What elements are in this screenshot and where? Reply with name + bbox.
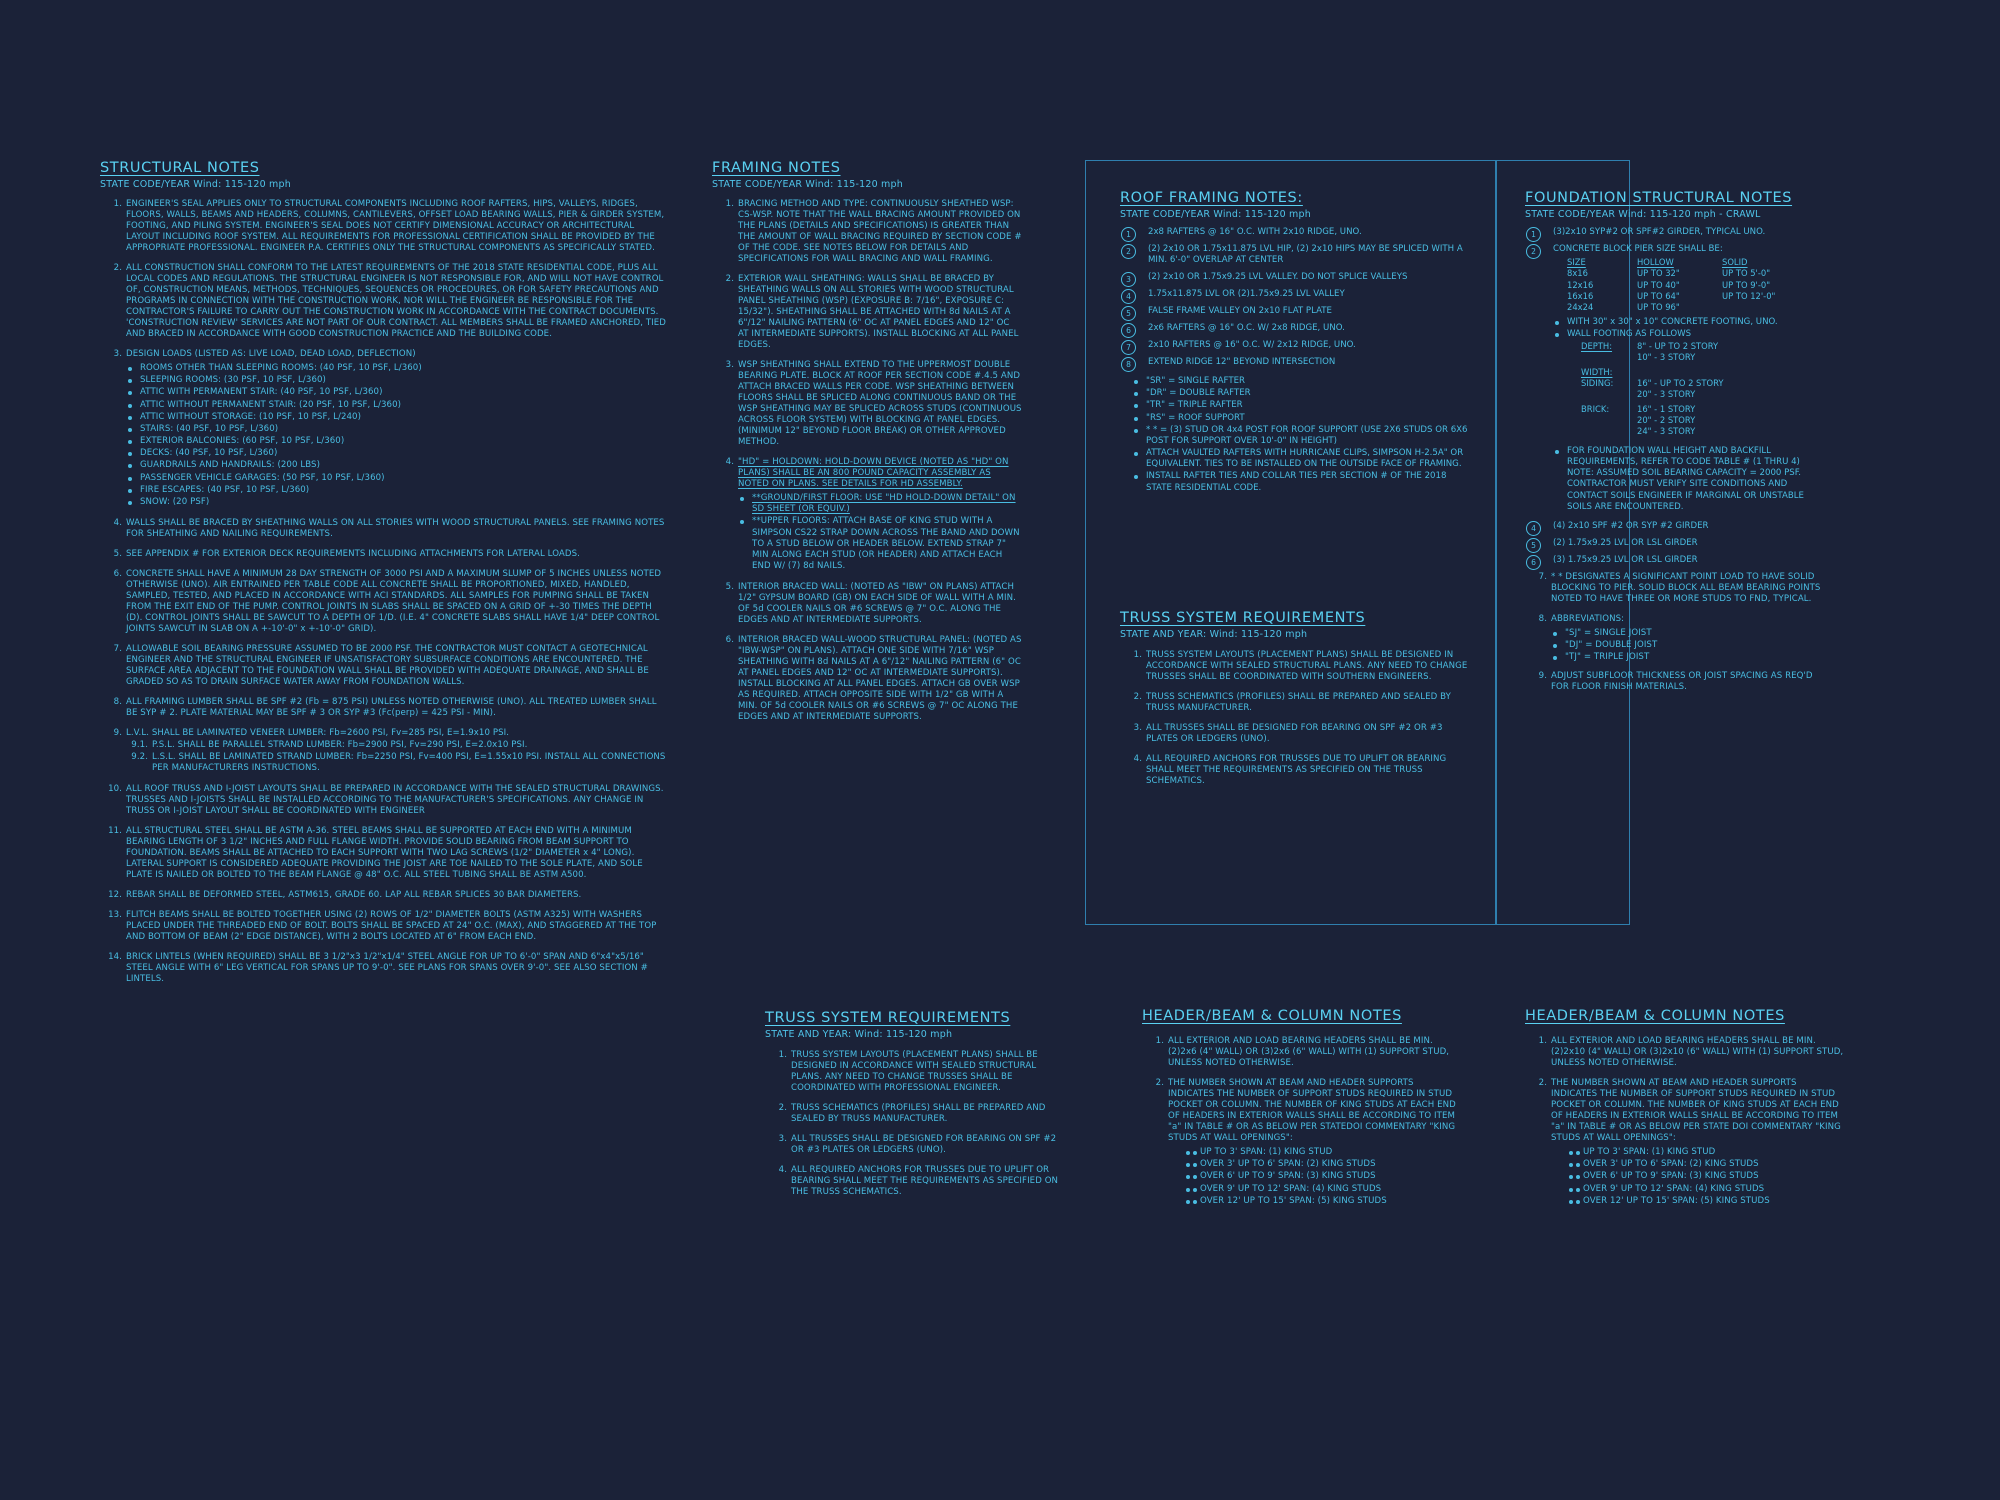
- king-stud-item: OVER 6' UP TO 9' SPAN: (3) KING STUDS: [1569, 1171, 1845, 1182]
- design-load: FIRE ESCAPES: (40 PSF, 10 PSF, L/360): [126, 485, 670, 496]
- note-item-holdown: 4. "HD" = HOLDOWN: HOLD-DOWN DEVICE (NOTED AS "HD" ON PLANS) SHALL BE AN 800 POUND CAPACITY ASSEMBLY AS NOTED ON PLANS. SEE DETAILS FOR HD ASSEMBLY. **GROUND/FIRST FLOOR: USE "HD HOLD-DOWN DETAIL" ON SD SHEET (OR EQUIV.) **UPPER FLOORS: ATTACH BASE OF KING STUD WITH A SIMPSON CS22 STRAP DOWN ACROSS THE BAND AND DOWN TO A STUD BELOW OR HEADER BELOW. EXTEND STRAP 7" MIN ALONG EACH STUD (OR HEADER) AND ATTACH EACH END W/ (7) 8d NAILS.: [712, 457, 1022, 572]
- foundation-note-pier: 2 CONCRETE BLOCK PIER SIZE SHALL BE: SIZE HOLLOW SOLID 8x16 UP TO 32" UP TO 5'-0" 12x16 UP TO 40" UP TO 9'-0" 16x16 UP TO 64" UP TO 12'-0" 24x24 UP TO 96" WITH 30" x 30" x 10" CONCRETE FOOTING, UNO. WALL FOOTING AS FOLLOWS DEPTH: 8" - UP TO 2 STORY 10" - 3 STORY WIDTH: SIDING: 16" - UP TO 2 STORY 20" - 3 STORY BRICK: 16" - 1 STORY 20" - 2 STORY 24" - 3 STORY FOR FOUNDATION WALL HEIGHT AND BACKFILL REQUIREMENTS, REFER TO CODE TABLE # (1 THRU 4) NOTE: ASSUMED SOIL BEARING CAPACITY = 2000 PSF. CONTRACTOR MUST VERIFY SITE CONDITIONS AND CONTACT SOILS ENGINEER IF MARGINAL OR UNSTABLE SOILS ARE ENCOUNTERED.: [1525, 244, 1825, 513]
- header-beam-title-2: HEADER/BEAM & COLUMN NOTES: [1525, 1008, 1785, 1024]
- header-beam-column-notes-2: [1525, 1008, 1845, 1216]
- header-beam-title-1: HEADER/BEAM & COLUMN NOTES: [1142, 1008, 1402, 1024]
- roof-legend: "DR" = DOUBLE RAFTER: [1132, 388, 1475, 399]
- framing-notes-title: FRAMING NOTES: [712, 160, 841, 176]
- design-load: ATTIC WITHOUT PERMANENT STAIR: (20 PSF, 10 PSF, L/360): [126, 400, 670, 411]
- truss-box-list: [1120, 650, 1470, 787]
- wall-footing-title: WALL FOOTING AS FOLLOWS: [1553, 329, 1825, 340]
- king-stud-item: OVER 6' UP TO 9' SPAN: (3) KING STUDS: [1186, 1171, 1462, 1182]
- note-item: 9. L.V.L. SHALL BE LAMINATED VENEER LUMBER: Fb=2600 PSI, Fv=285 PSI, E=1.9x10 PSI.: [113, 728, 510, 739]
- design-load: EXTERIOR BALCONIES: (60 PSF, 10 PSF, L/360): [126, 436, 670, 447]
- holdown-sub-item: **GROUND/FIRST FLOOR: USE "HD HOLD-DOWN DETAIL" ON SD SHEET (OR EQUIV.): [738, 493, 1022, 515]
- abbreviation: "SJ" = SINGLE JOIST: [1551, 628, 1825, 639]
- foundation-notes-list: [1525, 227, 1825, 566]
- roof-note: 8 EXTEND RIDGE 12" BEYOND INTERSECTION: [1120, 357, 1475, 368]
- foundation-tail-list: [1525, 572, 1825, 694]
- structural-notes-list: [100, 199, 670, 985]
- foundation-note: 1 (3)2x10 SYP#2 OR SPF#2 GIRDER, TYPICAL UNO.: [1525, 227, 1825, 238]
- king-stud-list-2: [1551, 1147, 1845, 1207]
- holdown-sub-item: **UPPER FLOORS: ATTACH BASE OF KING STUD WITH A SIMPSON CS22 STRAP DOWN ACROSS THE BAND AND DOWN TO A STUD BELOW OR HEADER BELOW. EXTEND STRAP 7" MIN ALONG EACH STUD (OR HEADER) AND ATTACH EACH END W/ (7) 8d NAILS.: [738, 516, 1022, 572]
- foundation-tail-note: 7. * * DESIGNATES A SIGNIFICANT POINT LOAD TO HAVE SOLID BLOCKING TO PIER. SOLID BLOCK ALL BEAM BEARING POINTS NOTED TO HAVE THREE OR MORE STUDS TO FND, TYPICAL.: [1538, 571, 1821, 604]
- king-stud-item: OVER 9' UP TO 12' SPAN: (4) KING STUDS: [1569, 1184, 1845, 1195]
- truss-note: 4. ALL REQUIRED ANCHORS FOR TRUSSES DUE TO UPLIFT OR BEARING SHALL MEET THE REQUIREMENTS AS SPECIFIED ON THE TRUSS SCHEMATICS.: [1133, 754, 1447, 786]
- roof-note: 5 FALSE FRAME VALLEY ON 2x10 FLAT PLATE: [1120, 306, 1475, 317]
- foundation-wall-bullet-list: [1553, 446, 1825, 513]
- note-item: 8. ALL FRAMING LUMBER SHALL BE SPF #2 (Fb = 875 PSI) UNLESS NOTED OTHERWISE (UNO). ALL TREATED LUMBER SHALL BE SYP # 2. PLATE MATERIAL MAY BE SPF # 3 OR SYP #3 (Fc(perp) = 425 PSI - MIN).: [113, 697, 657, 719]
- roof-legend-list: [1120, 376, 1475, 494]
- king-stud-item: OVER 12' UP TO 15' SPAN: (5) KING STUDS: [1186, 1196, 1462, 1207]
- header-beam-note: 2. THE NUMBER SHOWN AT BEAM AND HEADER SUPPORTS INDICATES THE NUMBER OF SUPPORT STUDS REQUIRED IN STUD POCKET OR COLUMN. THE NUMBER OF KING STUDS AT EACH END OF HEADERS IN EXTERIOR WALLS SHALL BE ACCORDING TO ITEM "a" IN TABLE # OR AS BELOW PER STATE DOI COMMENTARY "KING STUDS AT WALL OPENINGS": UP TO 3' SPAN: (1) KING STUD OVER 3' UP TO 6' SPAN: (2) KING STUDS OVER 6' UP TO 9' SPAN: (3) KING STUDS OVER 9' UP TO 12' SPAN: (4) KING STUDS OVER 12' UP TO 15' SPAN: (5) KING STUDS: [1525, 1078, 1845, 1207]
- roof-legend: * * = (3) STUD OR 4x4 POST FOR ROOF SUPPORT (USE 2X6 STUDS OR 6X6 POST FOR SUPPORT OVER 10'-0" IN HEIGHT): [1132, 425, 1475, 447]
- box-divider: [1495, 161, 1497, 924]
- roof-note: 7 2x10 RAFTERS @ 16" O.C. W/ 2x12 RIDGE, UNO.: [1120, 340, 1475, 351]
- holdown-sub-list: [738, 493, 1022, 572]
- note-item: 5. SEE APPENDIX # FOR EXTERIOR DECK REQUIREMENTS INCLUDING ATTACHMENTS FOR LATERAL LOADS.: [113, 549, 580, 560]
- roof-note: 6 2x6 RAFTERS @ 16" O.C. W/ 2x8 RIDGE, UNO.: [1120, 323, 1475, 334]
- roof-framing-notes-block: [1120, 190, 1475, 495]
- roof-note: 3 (2) 2x10 OR 1.75x9.25 LVL VALLEY. DO NOT SPLICE VALLEYS: [1120, 272, 1475, 283]
- note-item: 10. ALL ROOF TRUSS AND I-JOIST LAYOUTS SHALL BE PREPARED IN ACCORDANCE WITH THE SEALED STRUCTURAL DRAWINGS. TRUSSES AND I-JOISTS SHALL BE INSTALLED ACCORDING TO THE MANUFACTURER'S SPECIFICATIONS. ANY CHANGE IN TRUSS OR I-JOIST LAYOUT SHALL BE COORDINATED WITH ENGINEER: [108, 784, 664, 817]
- king-stud-item: OVER 9' UP TO 12' SPAN: (4) KING STUDS: [1186, 1184, 1462, 1195]
- pier-table-row: 24x24 UP TO 96": [1567, 302, 1680, 313]
- note-item-design-loads: 3. DESIGN LOADS (LISTED AS: LIVE LOAD, DEAD LOAD, DEFLECTION) ROOMS OTHER THAN SLEEPING ROOMS: (40 PSF, 10 PSF, L/360) SLEEPING ROOMS: (30 PSF, 10 PSF, L/360) ATTIC WITH PERMANENT STAIR: (40 PSF, 10 PSF, L/360) ATTIC WITHOUT PERMANENT STAIR: (20 PSF, 10 PSF, L/360) ATTIC WITHOUT STORAGE: (10 PSF, 10 PSF, L/240) STAIRS: (40 PSF, 10 PSF, L/360) EXTERIOR BALCONIES: (60 PSF, 10 PSF, L/360) DECKS: (40 PSF, 10 PSF, L/360) GUARDRAILS AND HANDRAILS: (200 LBS) PASSENGER VEHICLE GARAGES: (50 PSF, 10 PSF, L/360) FIRE ESCAPES: (40 PSF, 10 PSF, L/360) SNOW: (20 PSF): [100, 349, 670, 508]
- king-stud-item: UP TO 3' SPAN: (1) KING STUD: [1569, 1147, 1845, 1158]
- wall-footing-groups: [1581, 341, 1825, 438]
- design-load: GUARDRAILS AND HANDRAILS: (200 LBS): [126, 460, 670, 471]
- note-item: 7. ALLOWABLE SOIL BEARING PRESSURE ASSUMED TO BE 2000 PSF. THE CONTRACTOR MUST CONTACT A GEOTECHNICAL ENGINEER AND THE STRUCTURAL ENGINEER IF UNSATISFACTORY SUBSURFACE CONDITIONS ARE ENCOUNTERED. THE SURFACE AREA ADJACENT TO THE FOUNDATION WALL SHALL BE PROVIDED WITH ADEQUATE DRAINAGE, AND SHALL BE GRADED SO AS TO DRAIN SURFACE WATER AWAY FROM FOUNDATION WALLS.: [113, 644, 649, 688]
- king-stud-item: OVER 12' UP TO 15' SPAN: (5) KING STUDS: [1569, 1196, 1845, 1207]
- foundation-notes-subtitle: STATE CODE/YEAR Wind: 115-120 mph - CRAWL: [1525, 209, 1761, 220]
- note-item: 1. ENGINEER'S SEAL APPLIES ONLY TO STRUCTURAL COMPONENTS INCLUDING ROOF RAFTERS, HIPS, VALLEYS, RIDGES, FLOORS, WALLS, BEAMS AND HEADERS, COLUMNS, CANTILEVERS, OFFSET LOAD BEARING WALLS, PIER & GIRDER SYSTEM, FOOTING, AND PILING SYSTEM. ENGINEER'S SEAL DOES NOT CERTIFY DIMENSIONAL ACCURACY OR ARCHITECTURAL LAYOUT INCLUDING ROOF SYSTEM. ALL REQUIREMENTS FOR PROFESSIONAL CERTIFICATION SHALL BE PROVIDED BY THE APPROPRIATE PROFESSIONAL. ENGINEER P.A. CERTIFIES ONLY THE STRUCTURAL COMPONENTS AS SPECIFICALLY STATED.: [113, 199, 665, 253]
- footing-depth-row: DEPTH: 8" - UP TO 2 STORY 10" - 3 STORY: [1581, 341, 1719, 363]
- truss-note: 1. TRUSS SYSTEM LAYOUTS (PLACEMENT PLANS) SHALL BE DESIGNED IN ACCORDANCE WITH SEALED STRUCTURAL PLANS. ANY NEED TO CHANGE TRUSSES SHALL BE COORDINATED WITH SOUTHERN ENGINEERS.: [1133, 650, 1468, 682]
- note-item: 6. CONCRETE SHALL HAVE A MINIMUM 28 DAY STRENGTH OF 3000 PSI AND A MAXIMUM SLUMP OF 5 INCHES UNLESS NOTED OTHERWISE (UNO). AIR ENTRAINED PER TABLE CODE ALL CONCRETE SHALL BE PROPORTIONED, MIXED, HANDLED, SAMPLED, TESTED, AND PLACED IN ACCORDANCE WITH ACI STANDARDS. ALL SAMPLES FOR PUMPING SHALL BE TAKEN FROM THE EXIT END OF THE PUMP. CONTROL JOINTS IN SLABS SHALL BE SPACED ON A GRID OF +-30 TIMES THE DEPTH (D). CONTROL JOINTS SHALL BE SAWCUT TO A DEPTH OF 1/D. (I.E. 4" CONCRETE SLABS SHALL HAVE 1/4" DEEP CONTROL JOINTS SAWCUT IN SLAB ON A +-10'-0" x +-10'-0" GRID).: [113, 569, 662, 635]
- design-load: SLEEPING ROOMS: (30 PSF, 10 PSF, L/360): [126, 375, 670, 386]
- roof-note: 4 1.75x11.875 LVL OR (2)1.75x9.25 LVL VALLEY: [1120, 289, 1475, 300]
- truss-note: 4. ALL REQUIRED ANCHORS FOR TRUSSES DUE TO UPLIFT OR BEARING SHALL MEET THE REQUIREMENTS AS SPECIFIED ON THE TRUSS SCHEMATICS.: [778, 1165, 1059, 1197]
- header-beam-note: 1. ALL EXTERIOR AND LOAD BEARING HEADERS SHALL BE MIN. (2)2x10 (4" WALL) OR (3)2x10 (6" WALL) WITH (1) SUPPORT STUD, UNLESS NOTED OTHERWISE.: [1538, 1036, 1844, 1068]
- header-beam-note: 2. THE NUMBER SHOWN AT BEAM AND HEADER SUPPORTS INDICATES THE NUMBER OF SUPPORT STUDS REQUIRED IN STUD POCKET OR COLUMN. THE NUMBER OF KING STUDS AT EACH END OF HEADERS IN EXTERIOR WALLS SHALL BE ACCORDING TO ITEM "a" IN TABLE # OR AS BELOW PER STATEDOI COMMENTARY "KING STUDS AT WALL OPENINGS": UP TO 3' SPAN: (1) KING STUD OVER 3' UP TO 6' SPAN: (2) KING STUDS OVER 6' UP TO 9' SPAN: (3) KING STUDS OVER 9' UP TO 12' SPAN: (4) KING STUDS OVER 12' UP TO 15' SPAN: (5) KING STUDS: [1142, 1078, 1462, 1207]
- foundation-note: 4 (4) 2x10 SPF #2 OR SYP #2 GIRDER: [1525, 521, 1825, 532]
- header-beam-note: 1. ALL EXTERIOR AND LOAD BEARING HEADERS SHALL BE MIN. (2)2x6 (4" WALL) OR (3)2x6 (6" WALL) WITH (1) SUPPORT STUD, UNLESS NOTED OTHERWISE.: [1155, 1036, 1450, 1068]
- header-beam-list-1: [1142, 1036, 1462, 1207]
- design-load: ATTIC WITH PERMANENT STAIR: (40 PSF, 10 PSF, L/360): [126, 387, 670, 398]
- foundation-notes-title: FOUNDATION STRUCTURAL NOTES: [1525, 190, 1793, 206]
- truss-note: 2. TRUSS SCHEMATICS (PROFILES) SHALL BE PREPARED AND SEALED BY TRUSS MANUFACTURER.: [1133, 692, 1451, 713]
- note-item: 11. ALL STRUCTURAL STEEL SHALL BE ASTM A-36. STEEL BEAMS SHALL BE SUPPORTED AT EACH END WITH A MINIMUM BEARING LENGTH OF 3 1/2" INCHES AND FULL FLANGE WIDTH. PROVIDE SOLID BEARING FROM BEAM SUPPORT TO FOUNDATION. BEAMS SHALL BE ATTACHED TO EACH SUPPORT WITH TWO LAG SCREWS (1/2" DIAMETER x 4" LONG). LATERAL SUPPORT IS CONSIDERED ADEQUATE PROVIDING THE JOIST ARE TOE NAILED TO THE SOLE PLATE, AND SOLE PLATE IS NAILED OR BOLTED TO THE BEAM FLANGE @ 48" O.C. ALL STEEL TUBING SHALL BE ASTM A500.: [108, 826, 643, 881]
- roof-framing-list: [1120, 227, 1475, 368]
- roof-framing-subtitle: STATE CODE/YEAR Wind: 115-120 mph: [1120, 209, 1311, 220]
- foundation-abbrev-note: 8. ABBREVIATIONS: "SJ" = SINGLE JOIST "DJ" = DOUBLE JOIST "TJ" = TRIPLE JOIST: [1525, 614, 1825, 664]
- abbreviation: "TJ" = TRIPLE JOIST: [1551, 652, 1825, 663]
- roof-trailing-note: ATTACH VAULTED RAFTERS WITH HURRICANE CLIPS, SIMPSON H-2.5A" OR EQUIVALENT. TIES TO BE INSTALLED ON THE OUTSIDE FACE OF FRAMING.: [1132, 448, 1475, 470]
- note-item: 12. REBAR SHALL BE DEFORMED STEEL, ASTM615, GRADE 60. LAP ALL REBAR SPLICES 30 BAR DIAMETERS.: [108, 890, 582, 901]
- truss-box-title: TRUSS SYSTEM REQUIREMENTS: [1120, 610, 1366, 626]
- roof-note: 2 (2) 2x10 OR 1.75x11.875 LVL HIP, (2) 2x10 HIPS MAY BE SPLICED WITH A MIN. 6'-0" OVERLAP AT CENTER: [1120, 244, 1475, 266]
- design-load: PASSENGER VEHICLE GARAGES: (50 PSF, 10 PSF, L/360): [126, 473, 670, 484]
- roof-legend: "SR" = SINGLE RAFTER: [1132, 376, 1475, 387]
- framing-notes-block: [712, 160, 1022, 732]
- truss-bottom-title: TRUSS SYSTEM REQUIREMENTS: [765, 1010, 1011, 1026]
- pier-footing-note: WITH 30" x 30" x 10" CONCRETE FOOTING, UNO.: [1553, 317, 1825, 328]
- pier-note-list: [1553, 317, 1825, 340]
- pier-table-row: 8x16 UP TO 32" UP TO 5'-0": [1567, 268, 1771, 279]
- foundation-note: 6 (3) 1.75x9.25 LVL OR LSL GIRDER: [1525, 555, 1825, 566]
- note-item: 14. BRICK LINTELS (WHEN REQUIRED) SHALL BE 3 1/2"x3 1/2"x1/4" STEEL ANGLE FOR UP TO 6'-0" SPAN AND 6"x4"x5/16" STEEL ANGLE WITH 6" LEG VERTICAL FOR SPANS UP TO 9'-0". SEE PLANS FOR SPANS OVER 9'-0". SEE ALSO SECTION # LINTELS.: [108, 952, 648, 985]
- note-item: 2. EXTERIOR WALL SHEATHING: WALLS SHALL BE BRACED BY SHEATHING WALLS ON ALL STORIES WITH WOOD STRUCTURAL PANEL SHEATHING (WSP) (EXPOSURE B: 7/16", EXPOSURE C: 15/32"). SHEATHING SHALL BE ATTACHED WITH 8d NAILS AT A 6"/12" NAILING PATTERN (6" OC AT PANEL EDGES AND 12" OC AT INTERMEDIATE SUPPORTS). INSTALL BLOCKING AT ALL PANEL EDGES.: [725, 274, 1019, 350]
- king-stud-item: UP TO 3' SPAN: (1) KING STUD: [1186, 1147, 1462, 1158]
- header-beam-column-notes-1: [1142, 1008, 1462, 1216]
- note-item: 2. ALL CONSTRUCTION SHALL CONFORM TO THE LATEST REQUIREMENTS OF THE 2018 STATE RESIDENTIAL CODE, PLUS ALL LOCAL CODES AND REGULATIONS. THE STRUCTURAL ENGINEER IS NOT RESPONSIBLE FOR, AND WILL NOT HAVE CONTROL OF, CONSTRUCTION MEANS, METHODS, TECHNIQUES, SEQUENCES OR PROCEDURES, OR FOR SAFETY PRECAUTIONS AND PROGRAMS IN CONNECTION WITH THE CONSTRUCTION WORK, NOR WILL THE ENGINEER BE RESPONSIBLE FOR THE CONTRACTOR'S FAILURE TO CARRY OUT THE CONSTRUCTION WORK IN ACCORDANCE WITH THE CONTRACT DOCUMENTS. 'CONSTRUCTION REVIEW' SERVICES ARE NOT PART OF OUR CONTRACT. ALL MEMBERS SHALL BE FRAMED ANCHORED, TIED AND BRACED IN ACCORDANCE WITH GOOD CONSTRUCTION PRACTICE AND THE BUILDING CODE.: [113, 263, 666, 339]
- truss-note: 2. TRUSS SCHEMATICS (PROFILES) SHALL BE PREPARED AND SEALED BY TRUSS MANUFACTURER.: [778, 1103, 1046, 1124]
- note-item-sub: 9.2. L.S.L. SHALL BE LAMINATED STRAND LUMBER: Fb=2250 PSI, Fv=400 PSI, E=1.55x10 PSI. INSTALL ALL CONNECTIONS PER MANUFACTURERS INSTRUCTIONS.: [131, 752, 666, 774]
- footing-siding-row: SIDING: 16" - UP TO 2 STORY 20" - 3 STORY: [1581, 378, 1724, 400]
- note-item: 1. BRACING METHOD AND TYPE: CONTINUOUSLY SHEATHED WSP: CS-WSP. NOTE THAT THE WALL BRACING AMOUNT PROVIDED ON THE PLANS (DETAILS AND SPECIFICATIONS) IS GREATER THAN THE AMOUNT OF WALL BRACING REQUIRED BY SECTION CODE # OF THE CODE. SEE NOTES BELOW FOR DETAILS AND SPECIFICATIONS FOR WALL BRACING AND WALL FRAMING.: [725, 199, 1022, 264]
- footing-width-label: WIDTH:: [1581, 366, 1613, 377]
- design-load: ROOMS OTHER THAN SLEEPING ROOMS: (40 PSF, 10 PSF, L/360): [126, 363, 670, 374]
- truss-note: 3. ALL TRUSSES SHALL BE DESIGNED FOR BEARING ON SPF #2 OR #3 PLATES OR LEDGERS (UNO).: [1133, 723, 1443, 744]
- truss-bottom-list: [765, 1050, 1065, 1198]
- note-item: 6. INTERIOR BRACED WALL-WOOD STRUCTURAL PANEL: (NOTED AS "IBW-WSP" ON PLANS). ATTACH ONE SIDE WITH 7/16" WSP SHEATHING WITH 8d NAILS AT A 6"/12" NAILING PATTERN (6" OC AT PANEL EDGES AND 12" OC AT INTERMEDIATE SUPPORTS). INSTALL BLOCKING AT ALL PANEL EDGES. ATTACH GB OVER WSP AS REQUIRED. ATTACH OPPOSITE SIDE WITH 1/2" GB WITH A MIN. OF 5d COOLER NAILS OR #6 SCREWS @ 7" OC ALONG THE EDGES AND AT INTERMEDIATE SUPPORTS.: [725, 635, 1022, 723]
- roof-note: 1 2x8 RAFTERS @ 16" O.C. WITH 2x10 RIDGE, UNO.: [1120, 227, 1475, 238]
- truss-bottom-block: [765, 1010, 1065, 1207]
- pier-size-table: [1567, 257, 1825, 314]
- pier-table-row: 16x16 UP TO 64" UP TO 12'-0": [1567, 291, 1776, 302]
- roof-framing-title: ROOF FRAMING NOTES:: [1120, 190, 1303, 206]
- king-stud-item: OVER 3' UP TO 6' SPAN: (2) KING STUDS: [1569, 1159, 1845, 1170]
- roof-legend: "RS" = ROOF SUPPORT: [1132, 413, 1475, 424]
- foundation-note: 5 (2) 1.75x9.25 LVL OR LSL GIRDER: [1525, 538, 1825, 549]
- structural-notes-block: [100, 160, 670, 994]
- note-item: 3. WSP SHEATHING SHALL EXTEND TO THE UPPERMOST DOUBLE BEARING PLATE. BLOCK AT ROOF PER SECTION CODE #.4.5 AND ATTACH BRACED WALLS PER CODE. WSP SHEATHING BETWEEN FLOORS SHALL BE SPLICED ALONG CONTINUOUS BAND OR THE WSP SHEATHING MAY BE SPLICED ACROSS STUDS (CONTINUOUS ACROSS FLOOR SYSTEM) WITH BLOCKING AT PANEL EDGES. (MINIMUM 12" BEYOND FLOOR BREAK) OR OTHER APPROVED METHOD.: [725, 360, 1022, 447]
- foundation-tail-note: 9. ADJUST SUBFLOOR THICKNESS OR JOIST SPACING AS REQ'D FOR FLOOR FINISH MATERIALS.: [1538, 671, 1813, 693]
- structural-notes-subtitle: STATE CODE/YEAR Wind: 115-120 mph: [100, 179, 291, 190]
- foundation-notes-block: [1525, 190, 1825, 702]
- note-item: 5. INTERIOR BRACED WALL: (NOTED AS "IBW" ON PLANS) ATTACH 1/2" GYPSUM BOARD (GB) ON EACH SIDE OF WALL WITH A MIN. OF 5d COOLER NAILS OR #6 SCREWS @ 7" O.C. ALONG THE EDGES AND AT INTERMEDIATE SUPPORTS.: [725, 582, 1016, 626]
- roof-legend: "TR" = TRIPLE RAFTER: [1132, 400, 1475, 411]
- design-loads-list: [126, 363, 670, 508]
- design-load: DECKS: (40 PSF, 10 PSF, L/360): [126, 448, 670, 459]
- header-beam-list-2: [1525, 1036, 1845, 1207]
- truss-box-subtitle: STATE AND YEAR: Wind: 115-120 mph: [1120, 629, 1308, 640]
- framing-notes-list: [712, 199, 1022, 723]
- design-load: SNOW: (20 PSF): [126, 497, 670, 508]
- truss-box-block: [1120, 610, 1470, 796]
- note-item: 13. FLITCH BEAMS SHALL BE BOLTED TOGETHER USING (2) ROWS OF 1/2" DIAMETER BOLTS (ASTM A325) WITH WASHERS PLACED UNDER THE THREADED END OF BOLT. BOLTS SHALL BE SPACED AT 24" O.C. (MAX), AND STAGGERED AT THE TOP AND BOTTOM OF BEAM (2" EDGE DISTANCE), WITH 2 BOLTS LOCATED AT 6" FROM EACH END.: [108, 910, 657, 943]
- truss-note: 1. TRUSS SYSTEM LAYOUTS (PLACEMENT PLANS) SHALL BE DESIGNED IN ACCORDANCE WITH SEALED STRUCTURAL PLANS. ANY NEED TO CHANGE TRUSSES SHALL BE COORDINATED WITH PROFESSIONAL ENGINEER.: [778, 1050, 1038, 1093]
- structural-notes-title: STRUCTURAL NOTES: [100, 160, 260, 176]
- footing-brick-row: BRICK: 16" - 1 STORY 20" - 2 STORY 24" - 3 STORY: [1581, 403, 1696, 437]
- pier-table-row: 12x16 UP TO 40" UP TO 9'-0": [1567, 279, 1771, 290]
- abbreviation: "DJ" = DOUBLE JOIST: [1551, 640, 1825, 651]
- truss-note: 3. ALL TRUSSES SHALL BE DESIGNED FOR BEARING ON SPF #2 OR #3 PLATES OR LEDGERS (UNO).: [778, 1134, 1057, 1155]
- foundation-wall-note: FOR FOUNDATION WALL HEIGHT AND BACKFILL REQUIREMENTS, REFER TO CODE TABLE # (1 THRU 4) NOTE: ASSUMED SOIL BEARING CAPACITY = 2000 PSF. CONTRACTOR MUST VERIFY SITE CONDITIONS AND CONTACT SOILS ENGINEER IF MARGINAL OR UNSTABLE SOILS ARE ENCOUNTERED.: [1553, 446, 1825, 513]
- note-item: 4. WALLS SHALL BE BRACED BY SHEATHING WALLS ON ALL STORIES WITH WOOD STRUCTURAL PANELS. SEE FRAMING NOTES FOR SHEATHING AND NAILING REQUIREMENTS.: [113, 518, 665, 540]
- abbreviation-list: [1551, 628, 1825, 664]
- truss-bottom-subtitle: STATE AND YEAR: Wind: 115-120 mph: [765, 1029, 953, 1040]
- roof-trailing-note: INSTALL RAFTER TIES AND COLLAR TIES PER SECTION # OF THE 2018 STATE RESIDENTIAL CODE.: [1132, 471, 1475, 493]
- framing-notes-subtitle: STATE CODE/YEAR Wind: 115-120 mph: [712, 179, 903, 190]
- pier-table-header: SIZE HOLLOW SOLID: [1567, 257, 1748, 267]
- king-stud-list-1: [1168, 1147, 1462, 1207]
- design-load: ATTIC WITHOUT STORAGE: (10 PSF, 10 PSF, L/240): [126, 412, 670, 423]
- note-item-sub: 9.1. P.S.L. SHALL BE PARALLEL STRAND LUMBER: Fb=2900 PSI, Fv=290 PSI, E=2.0x10 PSI.: [131, 740, 528, 751]
- design-load: STAIRS: (40 PSF, 10 PSF, L/360): [126, 424, 670, 435]
- king-stud-item: OVER 3' UP TO 6' SPAN: (2) KING STUDS: [1186, 1159, 1462, 1170]
